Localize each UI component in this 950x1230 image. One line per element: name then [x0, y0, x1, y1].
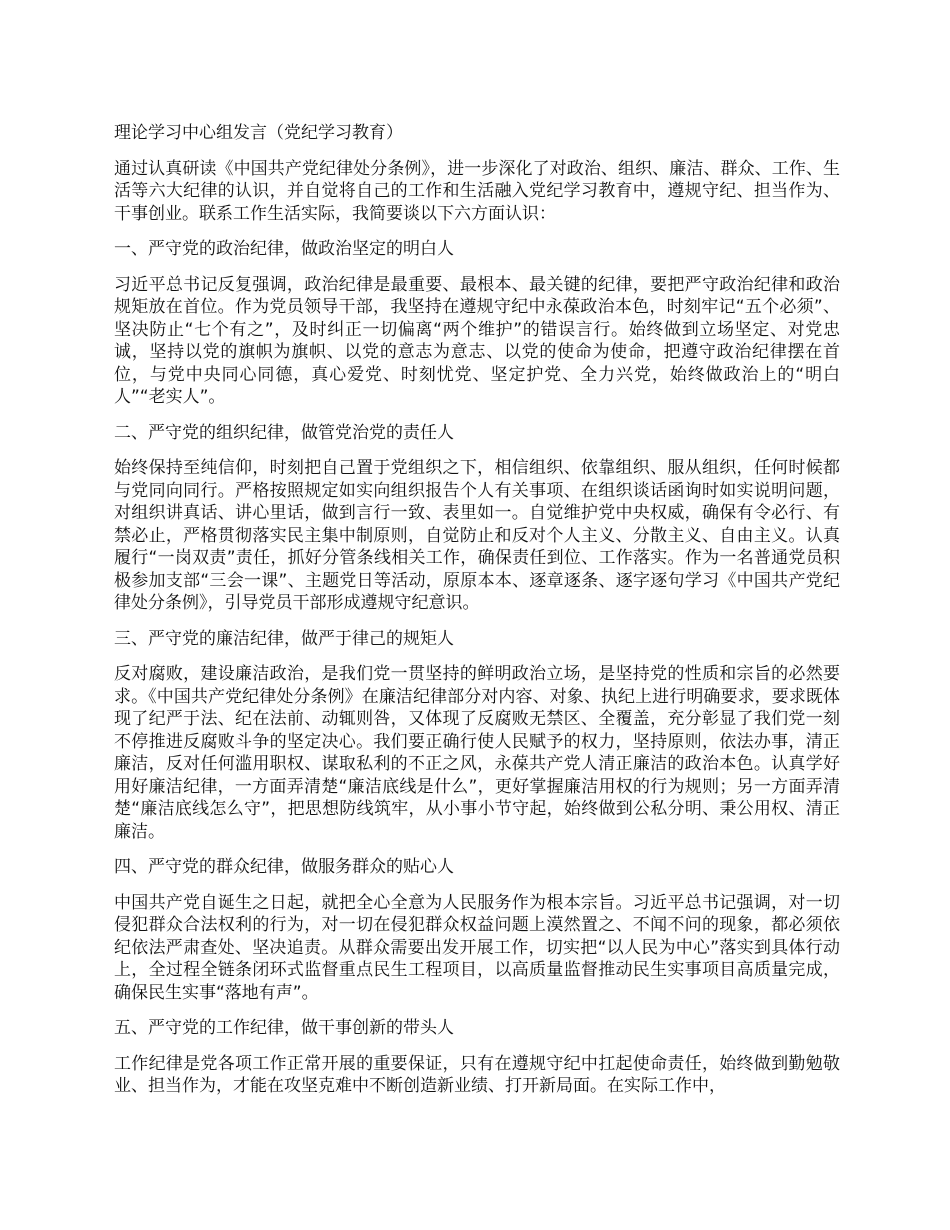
section-heading-3: 三、严守党的廉洁纪律，做严于律己的规矩人	[114, 628, 454, 649]
document-title: 理论学习中心组发言（党纪学习教育）	[114, 123, 403, 143]
document-page	[114, 122, 840, 1111]
section-body-5: 工作纪律是党各项工作正常开展的重要保证，只有在遵规守纪中扛起使命责任，始终做到勤勉敬业、担当作为，才能在攻坚克难中不断创造新业绩、打开新局面。在实际工作中，	[114, 1053, 840, 1096]
section-body-1: 习近平总书记反复强调，政治纪律是最重要、最根本、最关键的纪律，要把严守政治纪律和政治规矩放在首位。作为党员领导干部，我坚持在遵规守纪中永葆政治本色，时刻牢记“五个必须”、坚决防止“七个有之”，及时纠正一切偏离“两个维护”的错误言行。始终做到立场坚定、对党忠诚，坚持以党的旗帜为旗帜、以党的意志为意志、以党的使命为使命，把遵守政治纪律摆在首位，与党中央同心同德，真心爱党、时刻忧党、坚定护党、全力兴党，始终做政治上的“明白人”“老实人”。	[114, 274, 840, 407]
intro-paragraph: 通过认真研读《中国共产党纪律处分条例》，进一步深化了对政治、组织、廉洁、群众、工作、生活等六大纪律的认识，并自觉将自己的工作和生活融入党纪学习教育中，遵规守纪、担当作为、干事创业。联系工作生活实际，我简要谈以下六方面认识：	[114, 158, 840, 224]
section-body-4: 中国共产党自诞生之日起，就把全心全意为人民服务作为根本宗旨。习近平总书记强调，对一切侵犯群众合法权利的行为，对一切在侵犯群众权益问题上漠然置之、不闻不问的现象，都必须依纪依法严肃查处、坚决追责。从群众需要出发开展工作，切实把“以人民为中心”落实到具体行动上，全过程全链条闭环式监督重点民生工程项目，以高质量监督推动民生实事项目高质量完成，确保民生实事“落地有声”。	[114, 892, 840, 1003]
section-heading-5: 五、严守党的工作纪律，做干事创新的带头人	[114, 1018, 454, 1038]
section-heading-1: 一、严守党的政治纪律，做政治坚定的明白人	[114, 239, 454, 259]
section-heading-4: 四、严守党的群众纪律，做服务群众的贴心人	[114, 857, 454, 877]
section-heading-2: 二、严守党的组织纪律，做管党治党的责任人	[114, 422, 454, 443]
section-body-3: 反对腐败，建设廉洁政治，是我们党一贯坚持的鲜明政治立场，是坚持党的性质和宗旨的必然要求。《中国共产党纪律处分条例》在廉洁纪律部分对内容、对象、执纪上进行明确要求，要求既体现了纪严于法、纪在法前、动辄则咎，又体现了反腐败无禁区、全覆盖，充分彰显了我们党一刻不停推进反腐败斗争的坚定决心。我们要正确行使人民赋予的权力，坚持原则，依法办事，清正廉洁，反对任何滥用职权、谋取私利的不正之风，永葆共产党人清正廉洁的政治本色。认真学好用好廉洁纪律，一方面弄清楚“廉洁底线是什么”，更好掌握廉洁用权的行为规则；另一方面弄清楚“廉洁底线怎么守”，把思想防线筑牢，从小事小节守起，始终做到公私分明、秉公用权、清正廉洁。	[114, 664, 840, 842]
section-body-2: 始终保持至纯信仰，时刻把自己置于党组织之下，相信组织、依靠组织、服从组织，任何时候都与党同向同行。严格按照规定如实向组织报告个人有关事项、在组织谈话函询时如实说明问题，对组织讲真话、讲心里话，做到言行一致、表里如一。自觉维护党中央权威，确保有令必行、有禁必止，严格贯彻落实民主集中制原则，自觉防止和反对个人主义、分散主义、自由主义。认真履行“一岗双责”责任，抓好分管条线相关工作，确保责任到位、工作落实。作为一名普通党员积极参加支部“三会一课”、主题党日等活动，原原本本、逐章逐条、逐字逐句学习《中国共产党纪律处分条例》，引导党员干部形成遵规守纪意识。	[114, 458, 840, 613]
